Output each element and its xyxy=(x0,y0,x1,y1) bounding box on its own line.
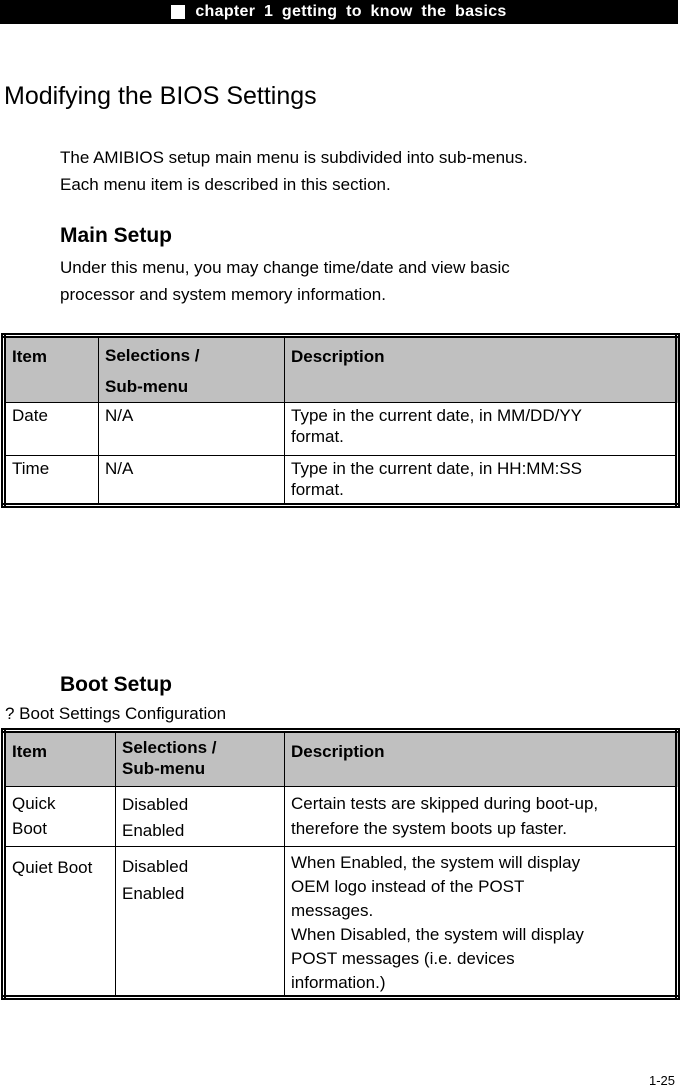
intro-text xyxy=(60,144,528,198)
item-cell: Quiet Boot xyxy=(4,847,116,998)
chapter-header xyxy=(0,0,678,24)
table-header-row xyxy=(4,731,678,787)
selections-cell: N/A xyxy=(99,456,285,506)
boot-setup-heading: Boot Setup xyxy=(60,673,172,696)
description-cell: Type in the current date, in HH:MM:SS format. xyxy=(285,456,678,506)
text-line: processor and system memory information. xyxy=(60,285,386,304)
selections-cell: Disabled Enabled xyxy=(116,787,285,847)
text-line: Under this menu, you may change time/date and view basic xyxy=(60,258,510,277)
column-header-description: Description xyxy=(285,336,678,403)
column-header-selections: Selections / Sub-menu xyxy=(116,731,285,787)
chapter-title: chapter 1 getting to know the basics xyxy=(195,3,507,20)
column-header-selections: Selections / Sub-menu xyxy=(99,336,285,403)
table-row xyxy=(4,456,678,506)
main-setup-text xyxy=(60,254,510,308)
page-number: 1-25 xyxy=(648,1073,675,1088)
column-header-description: Description xyxy=(285,731,678,787)
item-cell: Date xyxy=(4,403,99,456)
intro-line: The AMIBIOS setup main menu is subdivided into sub-menus. xyxy=(60,148,528,167)
description-cell: Certain tests are skipped during boot-up, therefore the system boots up faster. xyxy=(285,787,678,847)
column-header-item: Item xyxy=(4,731,116,787)
table-header-row xyxy=(4,336,678,403)
description-cell: When Enabled, the system will display OEM logo instead of the POST messages. When Disabled, the system will display POST messages (i.e. devices information.) xyxy=(285,847,678,998)
intro-line: Each menu item is described in this section. xyxy=(60,175,391,194)
boot-settings-subheading: ? Boot Settings Configuration xyxy=(5,704,227,723)
selections-cell: Disabled Enabled xyxy=(116,847,285,998)
table-row xyxy=(4,403,678,456)
main-setup-table xyxy=(1,333,680,508)
main-setup-heading: Main Setup xyxy=(60,224,173,247)
table-row xyxy=(4,787,678,847)
selections-cell: N/A xyxy=(99,403,285,456)
square-bullet-icon xyxy=(171,5,185,19)
page-title: Modifying the BIOS Settings xyxy=(4,82,317,110)
item-cell: Time xyxy=(4,456,99,506)
table-row xyxy=(4,847,678,998)
column-header-item: Item xyxy=(4,336,99,403)
item-cell: Quick Boot xyxy=(4,787,116,847)
boot-setup-table xyxy=(1,728,680,1000)
description-cell: Type in the current date, in MM/DD/YY format. xyxy=(285,403,678,456)
